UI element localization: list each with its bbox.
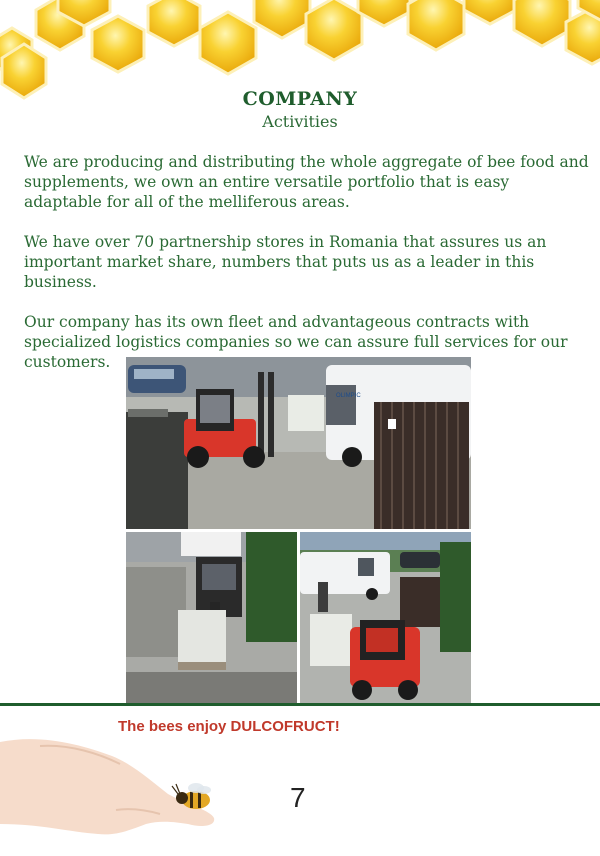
- paragraph-stores: We have over 70 partnership stores in Romania that assures us an important market share, numbers that puts us as a leader in this business.: [24, 233, 547, 291]
- footer-divider: [0, 703, 600, 706]
- hand-with-bee-image: [0, 724, 240, 856]
- photo-grid: [126, 357, 471, 704]
- page-title: COMPANY: [242, 88, 358, 110]
- van-brand-text: OLIMPIC: [336, 393, 361, 399]
- photo-forklift-unloading: [300, 532, 471, 704]
- photo-forklift-loading-van: [126, 357, 471, 529]
- photo-forklift-pallet: [126, 532, 297, 704]
- body-text: [24, 152, 590, 392]
- paragraph-fleet: Our company has its own fleet and advantageous contracts with specialized logistics companies so we can assure full services for our customers.: [24, 313, 568, 371]
- page-number: 7: [290, 782, 306, 813]
- page-heading: [0, 88, 600, 131]
- slogan-brand: DULCOFRUCT!: [230, 718, 340, 735]
- paragraph-products: We are producing and distributing the whole aggregate of bee food and supplements, we own an entire versatile portfolio that is easy adaptable for all of the melliferous areas.: [24, 153, 589, 211]
- page-subtitle: Activities: [262, 112, 338, 131]
- slogan-prefix: The bees enjoy: [118, 718, 231, 735]
